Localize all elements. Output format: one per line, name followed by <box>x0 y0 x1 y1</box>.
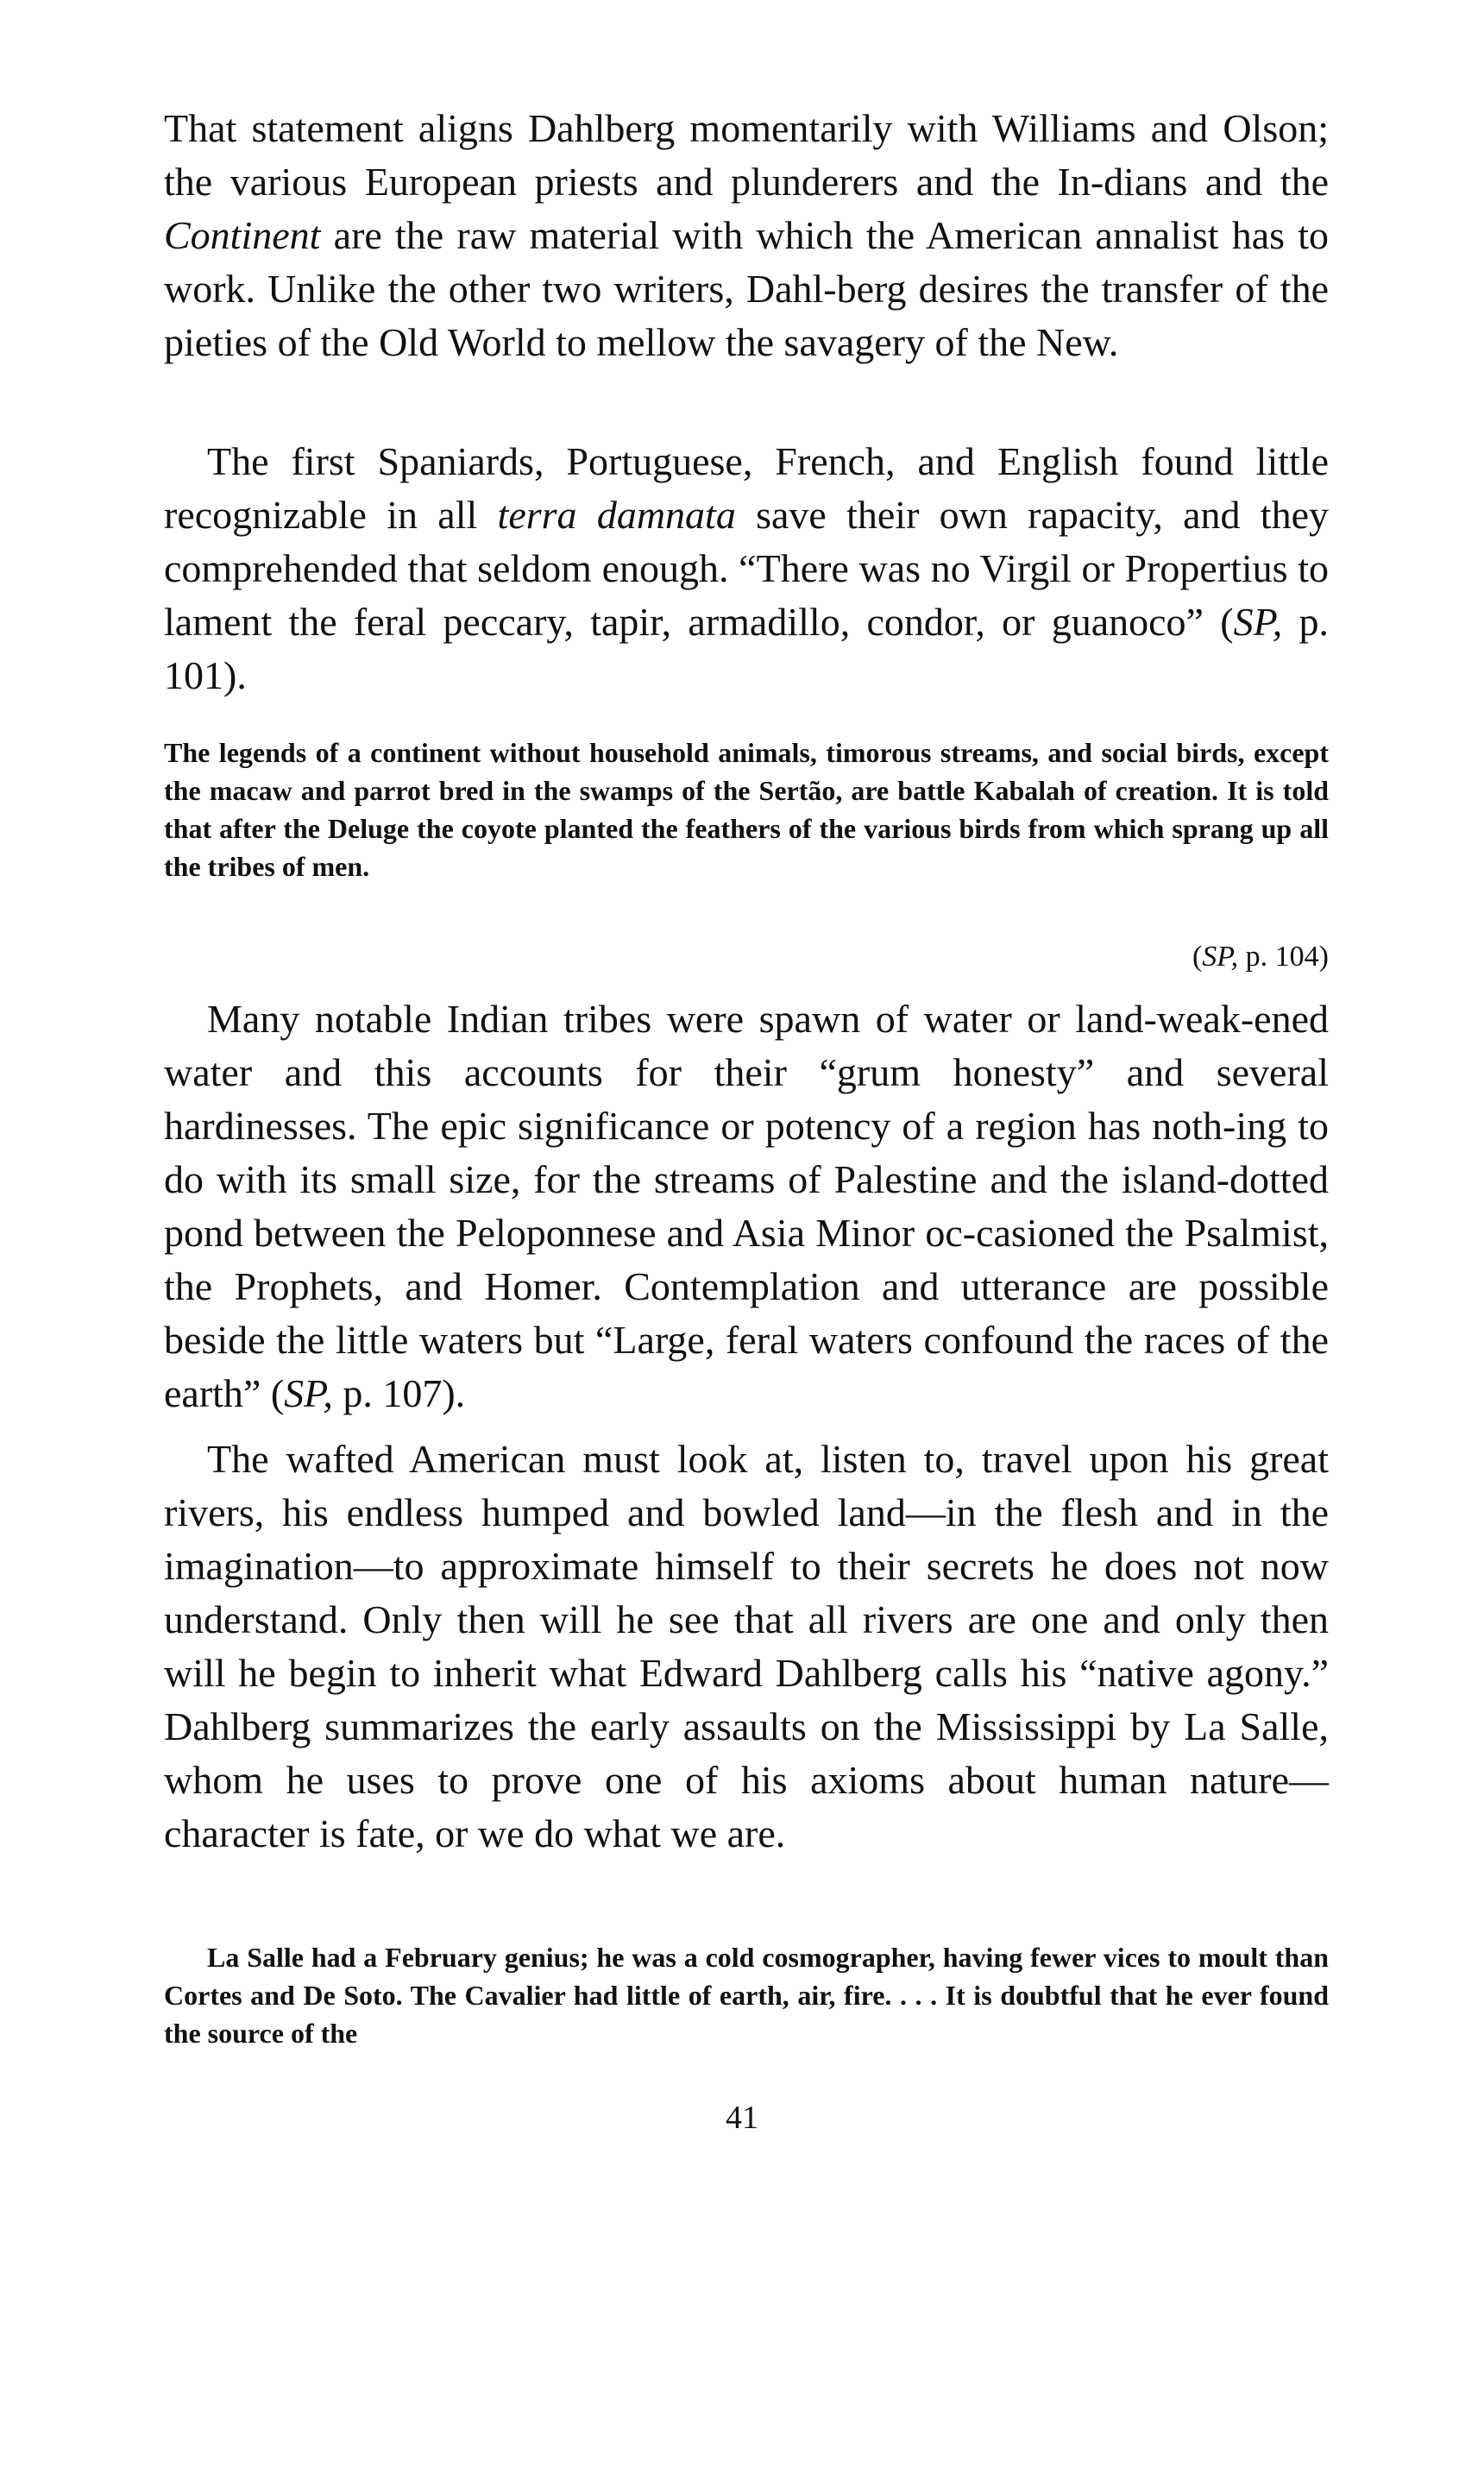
paragraph-1-italic-continent: Continent <box>164 213 321 257</box>
paragraph-2-italic-terra-damnata: terra damnata <box>497 493 736 537</box>
paragraph-3-text-a: Many notable Indian tribes were spawn of water or land-weak-ened water and this accounts for their “grum honesty” and several hardinesses. The epic significance or potency of a region has noth-ing to do with its small size, for the streams of Palestine and the island-dotted pond between the Peloponnese and Asia Minor oc-casioned the Psalmist, the Prophets, and Homer. Contemplation and utterance are possible beside the little waters but “Large, feral waters confound the races of the earth” ( <box>164 997 1329 1415</box>
block-quote-1: The legends of a continent without household animals, timorous streams, and social birds, except the macaw and parrot bred in the swamps of the Sertão, are battle Kabalah of creation. It is told that after the Deluge the coyote planted the feathers of the various birds from which sprang up all the tribes of men. <box>164 737 1329 882</box>
page-number: 41 <box>726 2100 758 2136</box>
paragraph-2-citation-sp: SP, <box>1233 600 1283 644</box>
paragraph-1-text-b: are the raw material with which the American annalist has to work. Unlike the other two writers, Dahl-berg desires the transfer of the pieties of the Old World to mellow the savagery of the New. <box>164 213 1329 364</box>
paragraph-2-text-c: p. 101). <box>164 600 1330 697</box>
paragraph-2 <box>164 435 1329 702</box>
paragraph-2-text-a: The first Spaniards, Portuguese, French, and English found little recognizable in all <box>164 439 1329 537</box>
paragraph-3 <box>164 992 1329 1420</box>
paragraph-1 <box>164 102 1329 369</box>
block-quote-1-citation <box>1192 938 1329 976</box>
citation-1-sp: SP, <box>1202 941 1239 973</box>
citation-1-open: ( <box>1192 941 1203 973</box>
paragraph-2-text-b: save their own rapacity, and they comprehended that seldom enough. “There was no Virgil or Propertius to lament the feral peccary, tapir, armadillo, condor, or guanoco” ( <box>164 493 1329 644</box>
paragraph-4: The wafted American must look at, listen to, travel upon his great rivers, his endless humped and bowled land—in the flesh and in the imagination—to approximate himself to their secrets he does not now understand. Only then will he see that all rivers are one and only then will he begin to inherit what Edward Dahlberg calls his “native agony.” Dahlberg summarizes the early assaults on the Mississippi by La Salle, whom he uses to prove one of his axioms about human nature—character is fate, or we do what we are. <box>164 1437 1329 1855</box>
paragraph-1-text-a: That statement aligns Dahlberg momentarily with Williams and Olson; the various European priests and plunderers and the In-dians and the <box>164 106 1329 204</box>
citation-1-page: p. 104) <box>1238 941 1329 973</box>
block-quote-2: La Salle had a February genius; he was a cold cosmographer, having fewer vices to moult than Cortes and De Soto. The Cavalier had little of earth, air, fire. . . . It is doubtful that he ever found the source of the <box>164 1942 1329 2049</box>
paragraph-3-citation-sp: SP, <box>284 1371 333 1415</box>
paragraph-3-text-b: p. 107). <box>332 1371 466 1415</box>
